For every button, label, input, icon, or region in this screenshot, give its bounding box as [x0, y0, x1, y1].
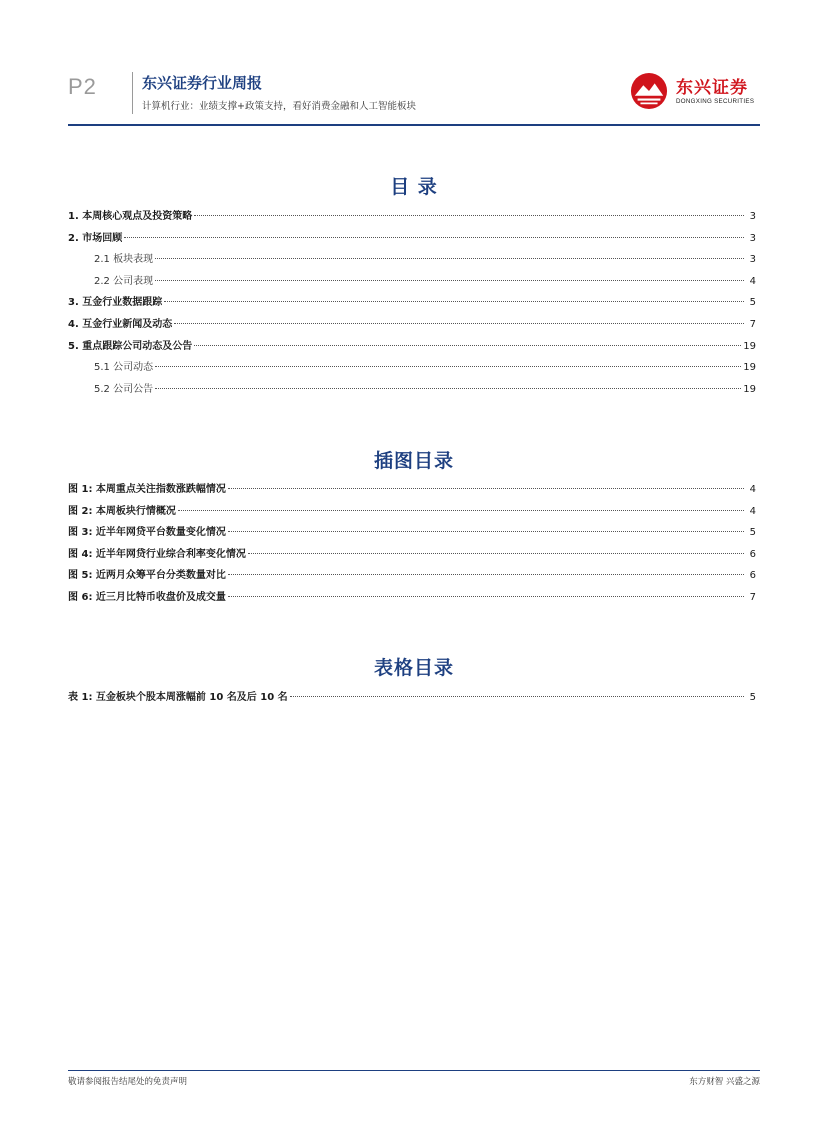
table-item[interactable]: [68, 688, 756, 710]
toc-item[interactable]: [68, 229, 756, 251]
page-header: [68, 70, 760, 126]
leader-dots: [155, 366, 741, 367]
leader-dots: [228, 531, 744, 532]
figure-item[interactable]: [68, 588, 756, 610]
leader-dots: [178, 510, 744, 511]
toc-item-page: 7: [749, 318, 756, 330]
toc-item-label: 5.2 公司公告: [94, 383, 154, 395]
figure-item-label: 图 4: 近半年网贷行业综合利率变化情况: [68, 548, 246, 560]
leader-dots: [228, 574, 744, 575]
figure-item-page: 4: [749, 484, 756, 495]
tables-title: 表格目录: [373, 657, 454, 679]
dongxing-logo-icon: [630, 72, 668, 110]
report-title: 东兴证券行业周报: [142, 74, 263, 92]
leader-dots: [174, 323, 744, 324]
leader-dots: [228, 596, 744, 597]
leader-dots: [248, 553, 744, 554]
footer-slogan: 东方财智 兴盛之源: [689, 1077, 760, 1087]
toc-item[interactable]: [68, 293, 756, 315]
toc-item-label: 2.2 公司表现: [94, 275, 154, 287]
figure-item-label: 图 1: 本周重点关注指数涨跌幅情况: [68, 484, 226, 495]
header-divider: [132, 72, 133, 114]
figure-item-label: 图 2: 本周板块行情概况: [68, 505, 176, 517]
toc-item-label: 1. 本周核心观点及投资策略: [68, 211, 193, 222]
toc-item-page: 19: [743, 340, 756, 352]
footer-disclaimer: 敬请参阅报告结尾处的免责声明: [68, 1077, 188, 1087]
leader-dots: [164, 301, 744, 302]
list-of-tables: [68, 688, 756, 710]
table-item-page: 5: [749, 692, 756, 703]
list-of-figures: [68, 480, 756, 610]
toc-item-page: 3: [749, 211, 756, 222]
figure-item[interactable]: [68, 502, 756, 524]
toc-item-label: 3. 互金行业数据跟踪: [68, 297, 163, 309]
toc-subitem[interactable]: [68, 358, 756, 380]
toc-item-page: 4: [749, 275, 756, 287]
leader-dots: [155, 280, 744, 281]
figure-item-page: 5: [749, 527, 756, 539]
toc-item[interactable]: [68, 337, 756, 359]
toc-item-label: 5.1 公司动态: [94, 362, 154, 374]
table-item-label: 表 1: 互金板块个股本周涨幅前 10 名及后 10 名: [68, 692, 288, 703]
leader-dots: [155, 258, 744, 259]
leader-dots: [124, 237, 744, 238]
leader-dots: [194, 345, 741, 346]
toc-item-label: 2.1 板块表现: [94, 254, 154, 266]
leader-dots: [290, 696, 744, 697]
figure-item-page: 7: [749, 591, 756, 603]
table-of-contents: [68, 207, 756, 401]
logo-english-name: DONGXING SECURITIES: [676, 98, 755, 105]
toc-subitem[interactable]: [68, 272, 756, 294]
figure-item-page: 6: [749, 548, 756, 560]
figure-item-label: 图 6: 近三月比特币收盘价及成交量: [68, 591, 226, 603]
toc-item-page: 19: [743, 362, 756, 374]
company-logo: [630, 70, 760, 114]
toc-item-label: 4. 互金行业新闻及动态: [68, 318, 173, 330]
leader-dots: [194, 215, 744, 216]
toc-item-label: 2. 市场回顾: [68, 232, 123, 244]
figure-item[interactable]: [68, 523, 756, 545]
toc-item-page: 19: [743, 383, 756, 395]
toc-item[interactable]: [68, 207, 756, 229]
header-rule: [68, 124, 760, 126]
toc-subitem[interactable]: [68, 250, 756, 272]
figure-item-label: 图 5: 近两月众筹平台分类数量对比: [68, 570, 226, 582]
toc-item-label: 5. 重点跟踪公司动态及公告: [68, 340, 193, 352]
figure-item[interactable]: [68, 545, 756, 567]
toc-item-page: 3: [749, 254, 756, 266]
toc-item-page: 3: [749, 232, 756, 244]
toc-title: 目 录: [390, 176, 438, 198]
figures-title: 插图目录: [373, 450, 454, 472]
toc-item[interactable]: [68, 315, 756, 337]
figure-item[interactable]: [68, 480, 756, 502]
report-subtitle: 计算机行业：业绩支撑+政策支持，看好消费金融和人工智能板块: [142, 101, 416, 112]
leader-dots: [155, 388, 741, 389]
page-number: P2: [68, 74, 97, 99]
footer-rule: [68, 1070, 760, 1071]
toc-subitem[interactable]: [68, 380, 756, 402]
figure-item[interactable]: [68, 566, 756, 588]
figure-item-page: 4: [749, 505, 756, 517]
leader-dots: [228, 488, 744, 489]
figure-item-page: 6: [749, 570, 756, 582]
logo-chinese-name: 东兴证券: [676, 78, 748, 98]
figure-item-label: 图 3: 近半年网贷平台数量变化情况: [68, 527, 226, 539]
toc-item-page: 5: [749, 297, 756, 309]
